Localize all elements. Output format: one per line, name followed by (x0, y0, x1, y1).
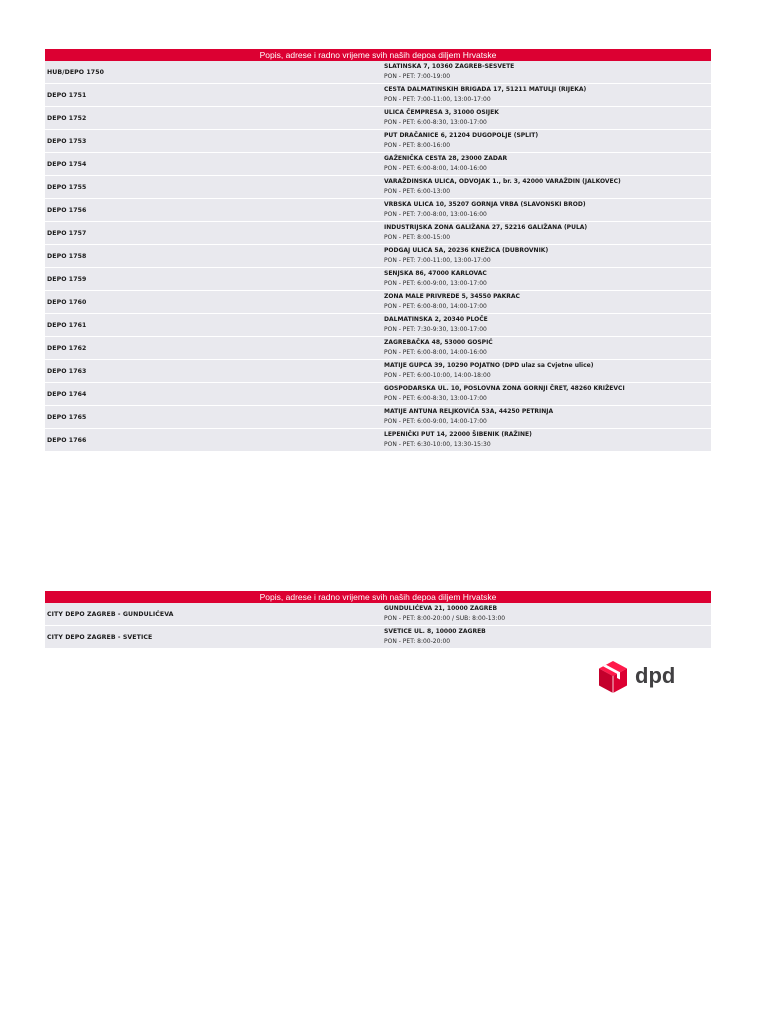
city-depot-table-zagreb (45, 591, 711, 649)
depot-hours: PON - PET: 6:00-9:00, 14:00-17:00 (384, 418, 487, 425)
depot-info (384, 84, 711, 106)
table-body (45, 61, 711, 452)
depot-hours: PON - PET: 7:30-9:30, 13:00-17:00 (384, 326, 487, 333)
depot-name: DEPO 1757 (47, 229, 87, 237)
depot-name: DEPO 1760 (47, 298, 87, 306)
table-row (45, 222, 711, 245)
depot-info (384, 176, 711, 198)
depot-address: GAŽENIČKA CESTA 28, 23000 ZADAR (384, 155, 508, 162)
depot-address: ZONA MALE PRIVREDE 5, 34550 PAKRAC (384, 293, 520, 300)
depot-address: INDUSTRIJSKA ZONA GALIŽANA 27, 52216 GALIŽANA (PULA) (384, 224, 588, 231)
depot-address: DALMATINSKA 2, 20340 PLOČE (384, 316, 488, 323)
table-row (45, 406, 711, 429)
depot-address: SENJSKA 86, 47000 KARLOVAC (384, 270, 487, 277)
table-title: Popis, adrese i radno vrijeme svih naših depoa diljem Hrvatske (45, 591, 711, 603)
depot-name: DEPO 1765 (47, 413, 87, 421)
depot-address: SVETICE UL. 8, 10000 ZAGREB (384, 628, 486, 635)
table-row (45, 199, 711, 222)
table-row (45, 383, 711, 406)
depot-info (384, 383, 711, 405)
depot-address: VRBSKA ULICA 10, 35207 GORNJA VRBA (SLAVONSKI BROD) (384, 201, 586, 208)
depot-hours: PON - PET: 6:00-8:00, 14:00-17:00 (384, 303, 487, 310)
depot-address: MATIJE ANTUNA RELJKOVIĆA 53A, 44250 PETRINJA (384, 408, 554, 415)
depot-hours: PON - PET: 6:00-13:00 (384, 188, 451, 195)
depot-address: VARAŽDINSKA ULICA, ODVOJAK 1., br. 3, 42000 VARAŽDIN (JALKOVEC) (384, 178, 621, 185)
depot-info (384, 603, 711, 625)
depot-info (384, 360, 711, 382)
depot-info (384, 222, 711, 244)
depot-address: PUT DRAČANICE 6, 21204 DUGOPOLJE (SPLIT) (384, 132, 539, 139)
depot-hours: PON - PET: 7:00-11:00, 13:00-17:00 (384, 96, 491, 103)
depot-hours: PON - PET: 6:00-8:30, 13:00-17:00 (384, 119, 487, 126)
depot-name: DEPO 1759 (47, 275, 87, 283)
table-row (45, 84, 711, 107)
depot-hours: PON - PET: 7:00-8:00, 13:00-16:00 (384, 211, 487, 218)
table-row (45, 429, 711, 452)
depot-info (384, 429, 711, 451)
depot-name: CITY DEPO ZAGREB - SVETICE (47, 633, 153, 641)
dpd-logo-text: dpd (635, 665, 676, 688)
table-row (45, 107, 711, 130)
depot-address: GUNDULIĆEVA 21, 10000 ZAGREB (384, 605, 498, 612)
depot-info (384, 107, 711, 129)
depot-hours: PON - PET: 7:00-19:00 (384, 73, 451, 80)
depot-info (384, 153, 711, 175)
depot-info (384, 199, 711, 221)
depot-hours: PON - PET: 6:00-8:30, 13:00-17:00 (384, 395, 487, 402)
table-body (45, 603, 711, 649)
depot-hours: PON - PET: 8:00-15:00 (384, 234, 451, 241)
depot-table-croatia (45, 49, 711, 452)
table-row (45, 626, 711, 649)
depot-hours: PON - PET: 8:00-20:00 / SUB: 8:00-13:00 (384, 615, 506, 622)
table-row (45, 245, 711, 268)
depot-name: DEPO 1762 (47, 344, 87, 352)
depot-name: DEPO 1751 (47, 91, 87, 99)
depot-info (384, 291, 711, 313)
depot-hours: PON - PET: 7:00-11:00, 13:00-17:00 (384, 257, 491, 264)
depot-address: MATIJE GUPCA 39, 10290 POJATNO (DPD ulaz sa Cvjetne ulice) (384, 362, 594, 369)
depot-address: SLATINSKA 7, 10360 ZAGREB-SESVETE (384, 63, 515, 70)
table-row (45, 291, 711, 314)
table-row (45, 337, 711, 360)
depot-hours: PON - PET: 8:00-20:00 (384, 638, 451, 645)
table-row (45, 61, 711, 84)
depot-address: GOSPODARSKA UL. 10, POSLOVNA ZONA GORNJI ČRET, 48260 KRIŽEVCI (384, 385, 625, 392)
depot-hours: PON - PET: 6:00-8:00, 14:00-16:00 (384, 349, 487, 356)
depot-hours: PON - PET: 6:30-10:00, 13:30-15:30 (384, 441, 491, 448)
depot-address: PODGAJ ULICA 5A, 20236 KNEŽICA (DUBROVNIK) (384, 247, 549, 254)
depot-name: DEPO 1755 (47, 183, 87, 191)
depot-info (384, 61, 711, 83)
table-row (45, 360, 711, 383)
depot-address: CESTA DALMATINSKIH BRIGADA 17, 51211 MATULJI (RIJEKA) (384, 86, 587, 93)
depot-address: ZAGREBAČKA 48, 53000 GOSPIĆ (384, 339, 493, 346)
depot-info (384, 314, 711, 336)
dpd-logo (597, 660, 681, 694)
dpd-cube-icon (597, 660, 629, 694)
table-title: Popis, adrese i radno vrijeme svih naših depoa diljem Hrvatske (45, 49, 711, 61)
depot-name: DEPO 1766 (47, 436, 87, 444)
table-row (45, 314, 711, 337)
depot-name: DEPO 1763 (47, 367, 87, 375)
depot-name: DEPO 1764 (47, 390, 87, 398)
depot-hours: PON - PET: 8:00-16:00 (384, 142, 451, 149)
depot-name: CITY DEPO ZAGREB - GUNDULIĆEVA (47, 610, 174, 618)
depot-name: DEPO 1761 (47, 321, 87, 329)
table-row (45, 268, 711, 291)
depot-address: LEPENIČKI PUT 14, 22000 ŠIBENIK (RAŽINE) (384, 431, 532, 438)
depot-info (384, 626, 711, 648)
depot-name: DEPO 1754 (47, 160, 87, 168)
depot-info (384, 337, 711, 359)
table-row (45, 176, 711, 199)
depot-address: ULICA ČEMPRESA 3, 31000 OSIJEK (384, 109, 499, 116)
depot-hours: PON - PET: 6:00-10:00, 14:00-18:00 (384, 372, 491, 379)
table-row (45, 130, 711, 153)
table-row (45, 603, 711, 626)
depot-name: DEPO 1756 (47, 206, 87, 214)
depot-hours: PON - PET: 6:00-8:00, 14:00-16:00 (384, 165, 487, 172)
depot-hours: PON - PET: 6:00-9:00, 13:00-17:00 (384, 280, 487, 287)
depot-info (384, 130, 711, 152)
depot-info (384, 268, 711, 290)
depot-name: DEPO 1752 (47, 114, 87, 122)
table-row (45, 153, 711, 176)
depot-info (384, 406, 711, 428)
depot-name: DEPO 1753 (47, 137, 87, 145)
depot-name: HUB/DEPO 1750 (47, 68, 105, 76)
dpd-wordmark (635, 665, 681, 689)
depot-name: DEPO 1758 (47, 252, 87, 260)
depot-info (384, 245, 711, 267)
